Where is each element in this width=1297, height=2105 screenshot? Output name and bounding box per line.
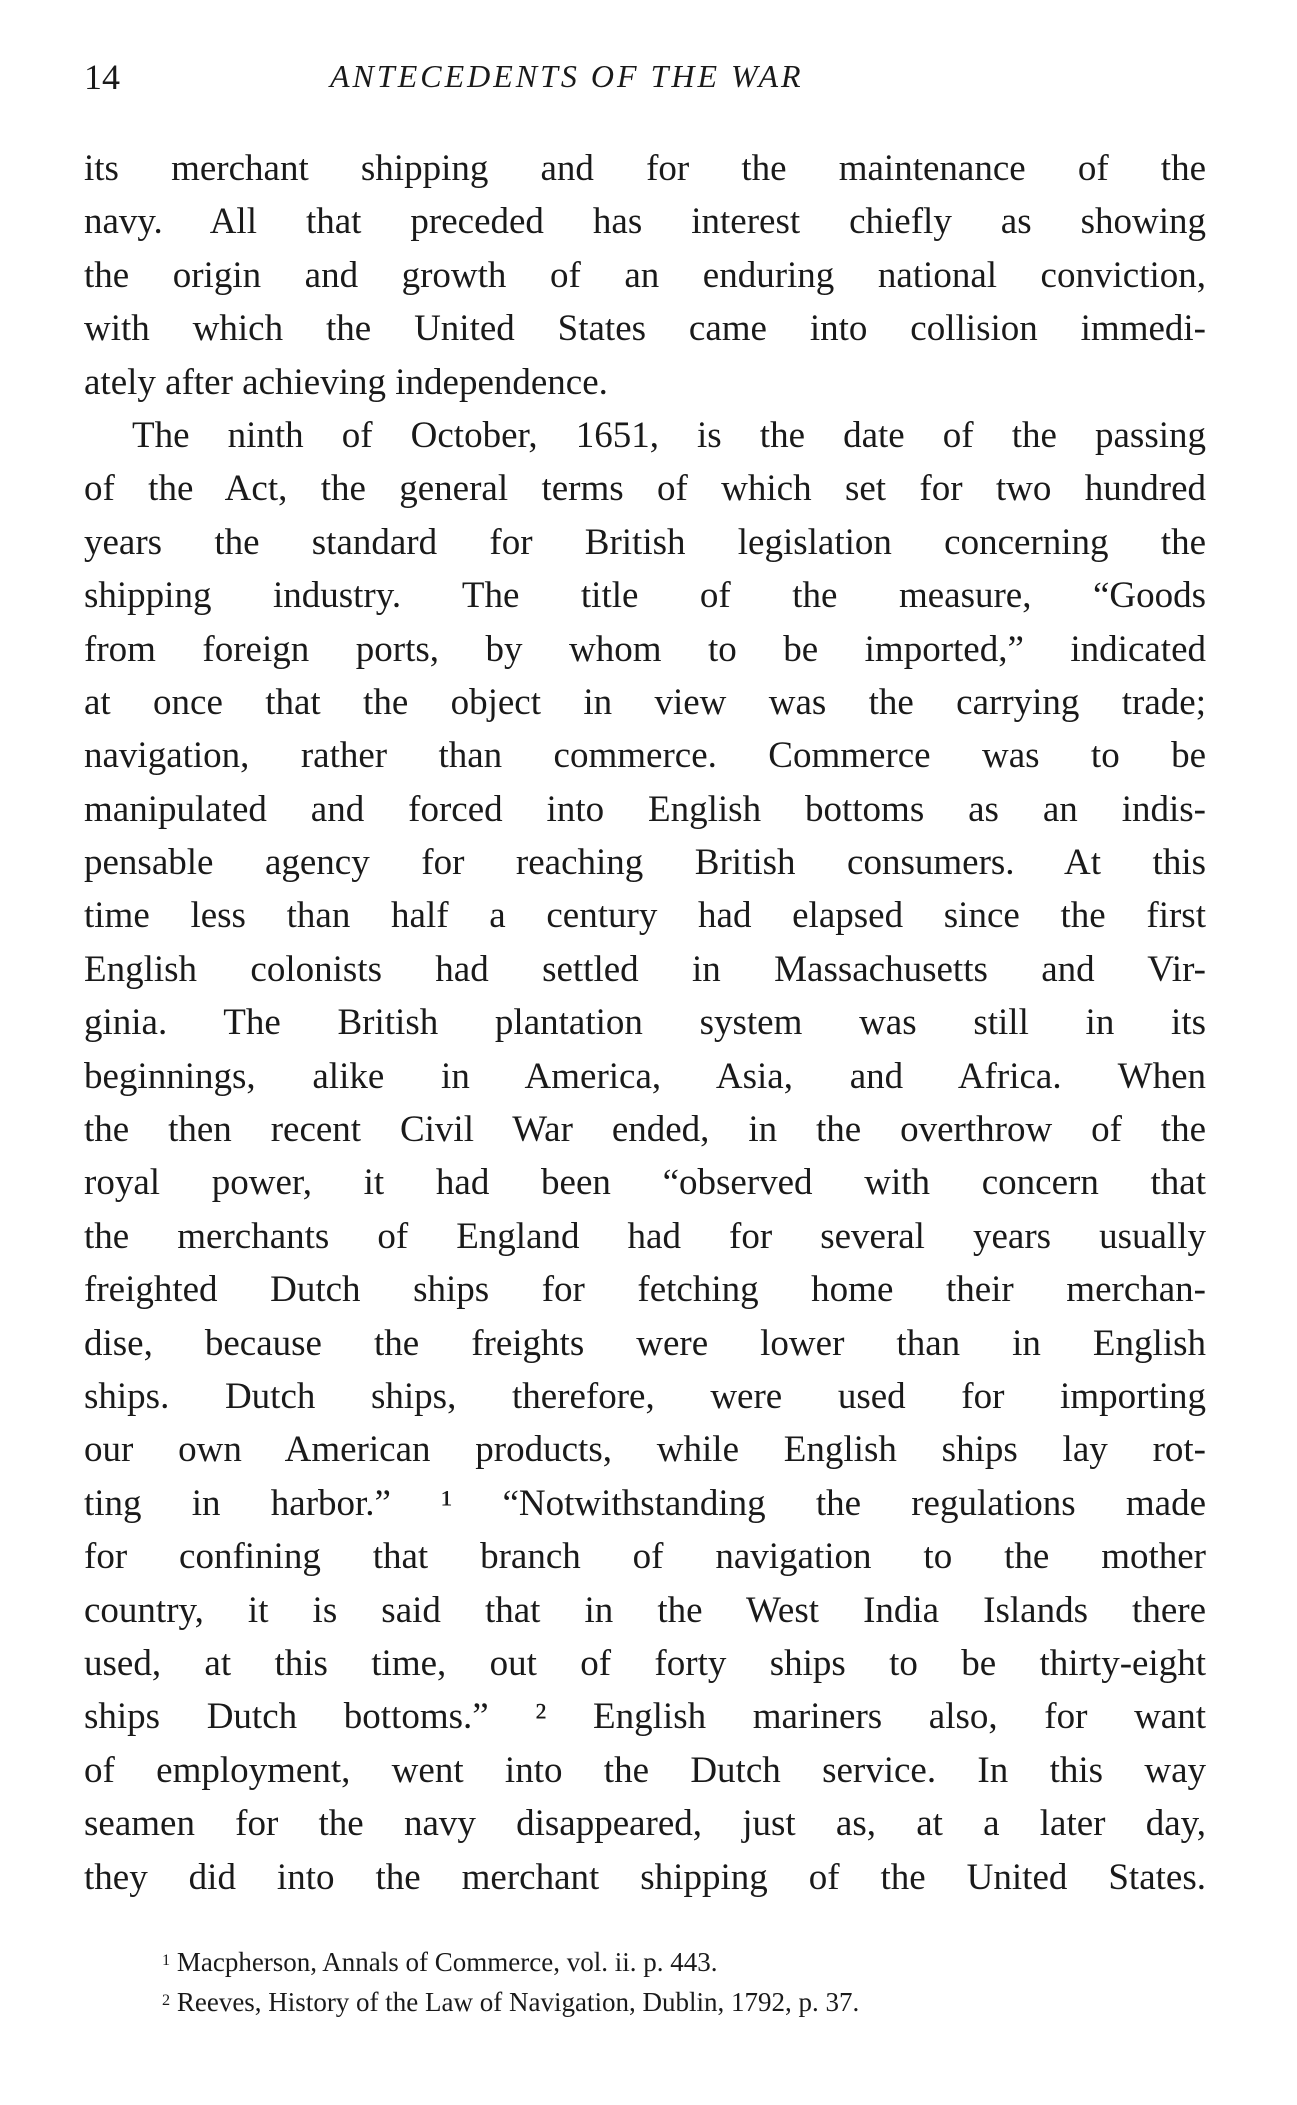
footnote-2 xyxy=(162,1980,1112,2022)
text-line: beginnings, alike in America, Asia, and Africa. When xyxy=(84,1055,1206,1097)
text-line: the merchants of England had for several years usually xyxy=(84,1215,1206,1257)
footnote-text: Macpherson, Annals of Commerce, vol. ii. p. 443. xyxy=(176,1947,718,1977)
text-line: The ninth of October, 1651, is the date of the passing xyxy=(132,414,1206,456)
text-line: with which the United States came into collision immedi- xyxy=(84,308,1206,350)
text-line: ting in harbor.” ¹ “Notwithstanding the regulations made xyxy=(84,1482,1206,1524)
text-line: of employment, went into the Dutch service. In this way xyxy=(84,1749,1206,1791)
footnote-text: Reeves, History of the Law of Navigation, Dublin, 1792, p. 37. xyxy=(176,1987,860,2017)
text-line: pensable agency for reaching British consumers. At this xyxy=(84,842,1206,884)
body-text xyxy=(84,142,1206,1904)
text-line: navigation, rather than commerce. Commerce was to be xyxy=(84,735,1206,777)
text-line: for confining that branch of navigation to the mother xyxy=(84,1536,1206,1578)
text-line: country, it is said that in the West India Islands there xyxy=(84,1589,1206,1631)
page-number: 14 xyxy=(84,57,120,97)
text-line: our own American products, while English ships lay rot- xyxy=(84,1429,1206,1471)
text-line: the origin and growth of an enduring national conviction, xyxy=(84,254,1206,296)
text-line: from foreign ports, by whom to be imported,” indicated xyxy=(84,628,1206,670)
text-line: its merchant shipping and for the maintenance of the xyxy=(84,148,1206,189)
text-line: freighted Dutch ships for fetching home their merchan- xyxy=(84,1269,1206,1311)
text-line: ships Dutch bottoms.” ² English mariners also, for want xyxy=(84,1696,1206,1738)
text-line: of the Act, the general terms of which set for two hundred xyxy=(84,468,1206,510)
text-line: the then recent Civil War ended, in the overthrow of the xyxy=(84,1109,1206,1151)
text-line: ginia. The British plantation system was still in its xyxy=(84,1002,1206,1044)
text-line: ships. Dutch ships, therefore, were used for importing xyxy=(84,1375,1206,1417)
text-line: they did into the merchant shipping of the United States. xyxy=(84,1856,1206,1898)
text-line: time less than half a century had elapsed since the first xyxy=(84,895,1206,937)
text-line: manipulated and forced into English bottoms as an indis- xyxy=(84,788,1206,830)
text-line: used, at this time, out of forty ships to be thirty-eight xyxy=(84,1642,1206,1684)
text-line: seamen for the navy disappeared, just as, at a later day, xyxy=(84,1803,1206,1845)
text-line: English colonists had settled in Massachusetts and Vir- xyxy=(84,948,1206,990)
footnote-mark: 1 xyxy=(162,1951,171,1969)
running-title: ANTECEDENTS OF THE WAR xyxy=(330,58,804,94)
text-line: navy. All that preceded has interest chiefly as showing xyxy=(84,201,1206,243)
text-line: dise, because the freights were lower than in English xyxy=(84,1322,1206,1364)
footnote-1 xyxy=(162,1940,1112,1982)
text-line: ately after achieving independence. xyxy=(84,361,608,403)
text-line: at once that the object in view was the carrying trade; xyxy=(84,681,1206,723)
text-line: shipping industry. The title of the measure, “Goods xyxy=(84,575,1206,617)
footnote-mark: 2 xyxy=(162,1991,171,2009)
text-line: royal power, it had been “observed with concern that xyxy=(84,1162,1206,1204)
text-line: years the standard for British legislation concerning the xyxy=(84,521,1206,563)
